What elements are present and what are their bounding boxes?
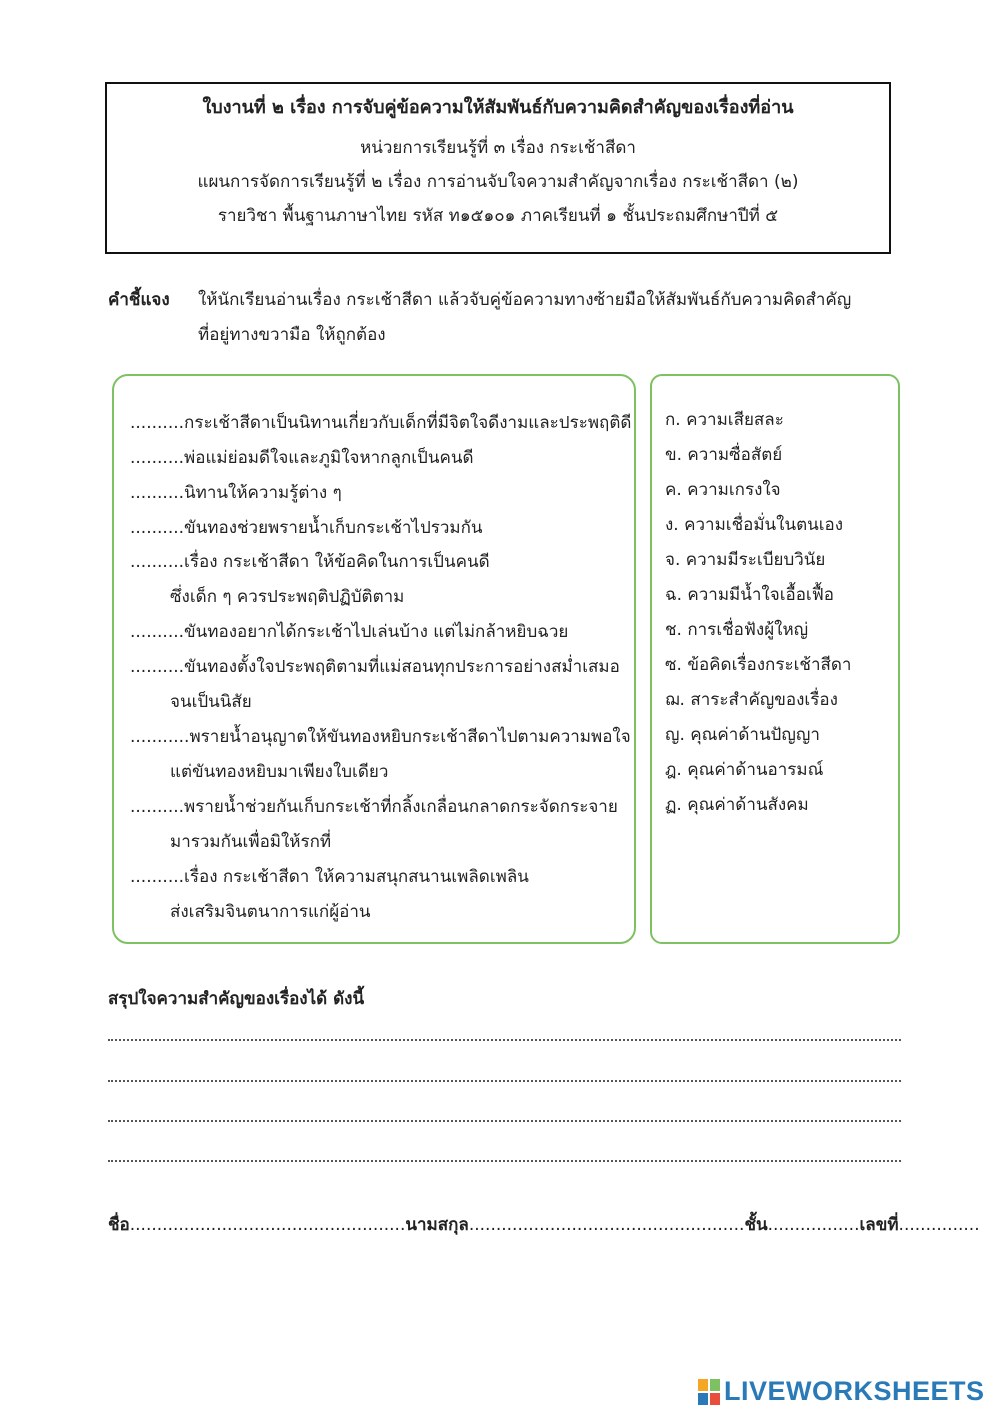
liveworksheets-logo-icon [698,1379,720,1405]
brand-name: LIVEWORKSHEETS [724,1376,985,1406]
option-item[interactable]: ญ. คุณค่าด้านปัญญา [665,725,820,745]
statement-text: ..........ขันทองอยากได้กระเช้าไปเล่นบ้าง แต่ไม่กล้าหยิบฉวย [130,622,569,642]
instructions-line-2: ที่อยู่ทางขวามือ ให้ถูกต้อง [198,325,386,345]
statement-item[interactable] [130,795,618,852]
instructions-label: คำชี้แจง [108,290,170,310]
option-item[interactable]: ซ. ข้อคิดเรื่องกระเช้าสีดา [665,655,852,675]
name-field[interactable]: ................................................... [129,1215,406,1235]
surname-label: นามสกุล [405,1215,469,1235]
statement-text: ..........ขันทองตั้งใจประพฤติตามที่แม่สอนทุกประการอย่างสม่ำเสมอ [130,657,620,677]
statement-item[interactable] [130,446,474,470]
option-item[interactable]: ช. การเชื่อฟังผู้ใหญ่ [665,620,809,640]
statement-continuation: แต่ขันทองหยิบมาเพียงใบเดียว [170,762,389,782]
liveworksheets-brand [698,1376,985,1412]
summary-title: สรุปใจความสำคัญของเรื่องได้ ดังนี้ [108,989,365,1009]
instructions-line-1: ให้นักเรียนอ่านเรื่อง กระเช้าสีดา แล้วจับคู่ข้อความทางซ้ายมือให้สัมพันธ์กับความคิดสำคัญ [198,290,852,310]
option-item[interactable]: ง. ความเชื่อมั่นในตนเอง [665,515,844,535]
summary-answer-line[interactable] [108,1120,901,1122]
option-item[interactable]: ค. ความเกรงใจ [665,480,781,500]
statement-item[interactable] [130,550,490,607]
option-item[interactable]: จ. ความมีระเบียบวินัย [665,550,826,570]
statement-text: ..........นิทานให้ความรู้ต่าง ๆ [130,483,342,503]
statement-item[interactable] [130,725,631,782]
statement-continuation: ซึ่งเด็ก ๆ ควรประพฤติปฏิบัติตาม [170,587,405,607]
statement-item[interactable] [130,655,620,712]
statement-continuation: มารวมกันเพื่อมิให้รกที่ [170,832,332,852]
statement-text: ...........พรายน้ำอนุญาตให้ขันทองหยิบกระเช้าสีดาไปตามความพอใจ [130,727,631,747]
subject-line: รายวิชา พื้นฐานภาษาไทย รหัส ท๑๕๑๐๑ ภาคเรียนที่ ๑ ชั้นประถมศึกษาปีที่ ๕ [217,206,779,226]
statement-item[interactable] [130,411,631,435]
statement-text: ..........กระเช้าสีดาเป็นนิทานเกี่ยวกับเด็กที่มีจิตใจดีงามและประพฤติดี [130,413,632,433]
class-field[interactable]: ................. [767,1215,860,1235]
plan-line: แผนการจัดการเรียนรู้ที่ ๒ เรื่อง การอ่านจับใจความสำคัญจากเรื่อง กระเช้าสีดา (๒) [197,172,799,192]
statement-continuation: จนเป็นนิสัย [170,692,252,712]
summary-answer-line[interactable] [108,1160,901,1162]
class-label: ชั้น [744,1215,768,1235]
name-label: ชื่อ [108,1215,130,1235]
summary-answer-line[interactable] [108,1080,901,1082]
statement-text: ..........พ่อแม่ย่อมดีใจและภูมิใจหากลูกเป็นคนดี [130,448,474,468]
unit-line: หน่วยการเรียนรู้ที่ ๓ เรื่อง กระเช้าสีดา [360,138,636,158]
student-info-row [108,1213,980,1237]
number-label: เลขที่ [859,1215,899,1235]
worksheet-title: ใบงานที่ ๒ เรื่อง การจับคู่ข้อความให้สัมพันธ์กับความคิดสำคัญของเรื่องที่อ่าน [202,97,794,118]
header-box [105,82,891,254]
statement-text: ..........เรื่อง กระเช้าสีดา ให้ข้อคิดในการเป็นคนดี [130,552,490,572]
surname-field[interactable]: ................................................... [468,1215,745,1235]
number-field[interactable]: ............... [898,1215,980,1235]
option-item[interactable]: ฎ. คุณค่าด้านอารมณ์ [665,760,824,780]
statement-item[interactable] [130,516,483,540]
statement-text: ..........ขันทองช่วยพรายน้ำเก็บกระเช้าไปรวมกัน [130,518,483,538]
summary-answer-line[interactable] [108,1039,901,1041]
statement-item[interactable] [130,620,568,644]
statement-text: ..........พรายน้ำช่วยกันเก็บกระเช้าที่กลิ้งเกลื่อนกลาดกระจัดกระจาย [130,797,618,817]
statement-continuation: ส่งเสริมจินตนาการแก่ผู้อ่าน [170,902,371,922]
option-item[interactable]: ก. ความเสียสละ [665,410,784,430]
statement-item[interactable] [130,865,529,922]
option-item[interactable]: ฏ. คุณค่าด้านสังคม [665,795,809,815]
option-item[interactable]: ฉ. ความมีน้ำใจเอื้อเฟื้อ [665,585,834,605]
statement-item[interactable] [130,481,342,505]
statement-text: ..........เรื่อง กระเช้าสีดา ให้ความสนุกสนานเพลิดเพลิน [130,867,529,887]
option-item[interactable]: ข. ความซื่อสัตย์ [665,445,783,465]
option-item[interactable]: ฌ. สาระสำคัญของเรื่อง [665,690,838,710]
